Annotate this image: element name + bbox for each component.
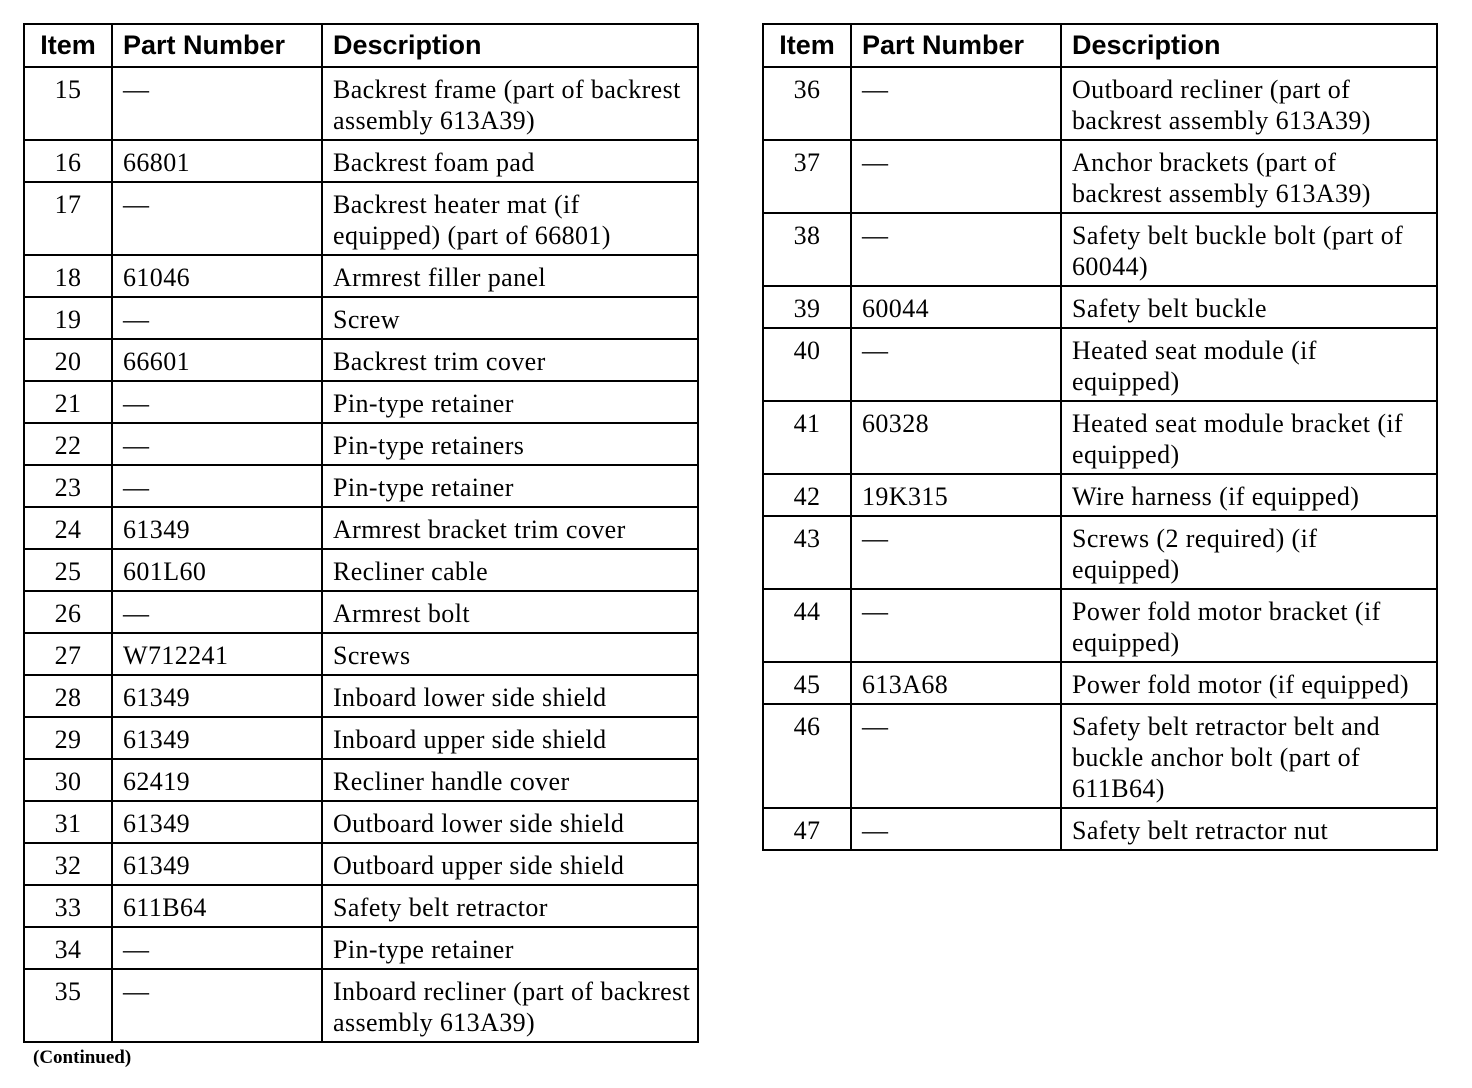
header-item: Item <box>763 24 851 67</box>
continued-note: (Continued) <box>33 1047 132 1068</box>
part-number-cell: — <box>112 969 322 1042</box>
item-cell: 39 <box>763 286 851 328</box>
part-number-cell: 61349 <box>112 717 322 759</box>
header-description: Description <box>322 24 698 67</box>
table-row <box>763 286 1437 328</box>
table-row <box>763 140 1437 213</box>
description-cell: Heated seat module (if equipped) <box>1061 328 1437 401</box>
item-cell: 29 <box>24 717 112 759</box>
item-cell: 42 <box>763 474 851 516</box>
part-number-cell: 66601 <box>112 339 322 381</box>
table-row <box>24 182 698 255</box>
part-number-cell: 66801 <box>112 140 322 182</box>
table-row <box>763 474 1437 516</box>
description-cell: Screws <box>322 633 698 675</box>
part-number-cell: 19K315 <box>851 474 1061 516</box>
description-cell: Pin-type retainer <box>322 381 698 423</box>
description-cell: Screws (2 required) (if equipped) <box>1061 516 1437 589</box>
description-cell: Pin-type retainers <box>322 423 698 465</box>
description-cell: Inboard lower side shield <box>322 675 698 717</box>
table-row <box>763 67 1437 140</box>
description-cell: Outboard lower side shield <box>322 801 698 843</box>
item-cell: 41 <box>763 401 851 474</box>
table-row <box>24 549 698 591</box>
part-number-cell: — <box>851 213 1061 286</box>
part-number-cell: — <box>112 465 322 507</box>
table-row <box>763 704 1437 808</box>
table-row <box>763 589 1437 662</box>
item-cell: 40 <box>763 328 851 401</box>
item-cell: 16 <box>24 140 112 182</box>
item-cell: 36 <box>763 67 851 140</box>
part-number-cell: — <box>112 423 322 465</box>
description-cell: Safety belt buckle <box>1061 286 1437 328</box>
description-cell: Recliner cable <box>322 549 698 591</box>
item-cell: 23 <box>24 465 112 507</box>
part-number-cell: — <box>851 589 1061 662</box>
description-cell: Armrest bolt <box>322 591 698 633</box>
item-cell: 25 <box>24 549 112 591</box>
table-header-row <box>763 24 1437 67</box>
table-row <box>24 591 698 633</box>
description-cell: Wire harness (if equipped) <box>1061 474 1437 516</box>
part-number-cell: 61046 <box>112 255 322 297</box>
item-cell: 22 <box>24 423 112 465</box>
part-number-cell: — <box>851 328 1061 401</box>
part-number-cell: — <box>851 67 1061 140</box>
item-cell: 33 <box>24 885 112 927</box>
part-number-cell: 62419 <box>112 759 322 801</box>
part-number-cell: 60328 <box>851 401 1061 474</box>
part-number-cell: — <box>851 140 1061 213</box>
table-row <box>24 969 698 1042</box>
table-row <box>24 465 698 507</box>
table-row <box>24 927 698 969</box>
part-number-cell: — <box>112 67 322 140</box>
description-cell: Safety belt retractor <box>322 885 698 927</box>
description-cell: Anchor brackets (part of backrest assembly 613A39) <box>1061 140 1437 213</box>
description-cell: Inboard recliner (part of backrest assembly 613A39) <box>322 969 698 1042</box>
description-cell: Backrest trim cover <box>322 339 698 381</box>
item-cell: 45 <box>763 662 851 704</box>
item-cell: 35 <box>24 969 112 1042</box>
table-row <box>24 759 698 801</box>
item-cell: 21 <box>24 381 112 423</box>
description-cell: Safety belt buckle bolt (part of 60044) <box>1061 213 1437 286</box>
item-cell: 19 <box>24 297 112 339</box>
table-row <box>24 67 698 140</box>
part-number-cell: 61349 <box>112 507 322 549</box>
table-row <box>24 297 698 339</box>
description-cell: Safety belt retractor belt and buckle anchor bolt (part of 611B64) <box>1061 704 1437 808</box>
table-row <box>24 843 698 885</box>
header-item: Item <box>24 24 112 67</box>
table-row <box>763 213 1437 286</box>
item-cell: 32 <box>24 843 112 885</box>
table-row <box>24 423 698 465</box>
part-number-cell: 61349 <box>112 675 322 717</box>
table-row <box>24 633 698 675</box>
header-part-number: Part Number <box>112 24 322 67</box>
table-row <box>763 516 1437 589</box>
part-number-cell: — <box>112 182 322 255</box>
item-cell: 27 <box>24 633 112 675</box>
item-cell: 43 <box>763 516 851 589</box>
description-cell: Backrest frame (part of backrest assembly 613A39) <box>322 67 698 140</box>
item-cell: 15 <box>24 67 112 140</box>
description-cell: Inboard upper side shield <box>322 717 698 759</box>
parts-table-left-body <box>24 67 698 1042</box>
table-header-row <box>24 24 698 67</box>
table-row <box>24 885 698 927</box>
description-cell: Pin-type retainer <box>322 465 698 507</box>
item-cell: 34 <box>24 927 112 969</box>
table-row <box>24 801 698 843</box>
description-cell: Recliner handle cover <box>322 759 698 801</box>
item-cell: 31 <box>24 801 112 843</box>
header-description: Description <box>1061 24 1437 67</box>
part-number-cell: 61349 <box>112 801 322 843</box>
header-part-number: Part Number <box>851 24 1061 67</box>
table-row <box>24 675 698 717</box>
part-number-cell: — <box>851 808 1061 850</box>
part-number-cell: — <box>112 927 322 969</box>
part-number-cell: 61349 <box>112 843 322 885</box>
description-cell: Armrest filler panel <box>322 255 698 297</box>
description-cell: Outboard upper side shield <box>322 843 698 885</box>
description-cell: Power fold motor (if equipped) <box>1061 662 1437 704</box>
parts-table-right-body <box>763 67 1437 850</box>
table-row <box>24 140 698 182</box>
part-number-cell: — <box>851 704 1061 808</box>
part-number-cell: — <box>851 516 1061 589</box>
part-number-cell: — <box>112 297 322 339</box>
item-cell: 37 <box>763 140 851 213</box>
description-cell: Pin-type retainer <box>322 927 698 969</box>
table-row <box>24 255 698 297</box>
table-row <box>763 401 1437 474</box>
item-cell: 18 <box>24 255 112 297</box>
description-cell: Screw <box>322 297 698 339</box>
description-cell: Heated seat module bracket (if equipped) <box>1061 401 1437 474</box>
item-cell: 44 <box>763 589 851 662</box>
part-number-cell: 613A68 <box>851 662 1061 704</box>
part-number-cell: 60044 <box>851 286 1061 328</box>
part-number-cell: — <box>112 591 322 633</box>
item-cell: 47 <box>763 808 851 850</box>
description-cell: Backrest foam pad <box>322 140 698 182</box>
table-row <box>24 717 698 759</box>
part-number-cell: — <box>112 381 322 423</box>
item-cell: 30 <box>24 759 112 801</box>
table-row <box>24 381 698 423</box>
part-number-cell: 611B64 <box>112 885 322 927</box>
item-cell: 46 <box>763 704 851 808</box>
parts-table-right <box>762 23 1438 851</box>
table-row <box>24 507 698 549</box>
table-row <box>763 328 1437 401</box>
item-cell: 17 <box>24 182 112 255</box>
item-cell: 38 <box>763 213 851 286</box>
table-row <box>763 808 1437 850</box>
item-cell: 28 <box>24 675 112 717</box>
part-number-cell: 601L60 <box>112 549 322 591</box>
description-cell: Outboard recliner (part of backrest assembly 613A39) <box>1061 67 1437 140</box>
parts-table-left <box>23 23 699 1043</box>
part-number-cell: W712241 <box>112 633 322 675</box>
description-cell: Power fold motor bracket (if equipped) <box>1061 589 1437 662</box>
table-row <box>24 339 698 381</box>
table-row <box>763 662 1437 704</box>
item-cell: 20 <box>24 339 112 381</box>
item-cell: 26 <box>24 591 112 633</box>
item-cell: 24 <box>24 507 112 549</box>
description-cell: Safety belt retractor nut <box>1061 808 1437 850</box>
description-cell: Armrest bracket trim cover <box>322 507 698 549</box>
description-cell: Backrest heater mat (if equipped) (part of 66801) <box>322 182 698 255</box>
